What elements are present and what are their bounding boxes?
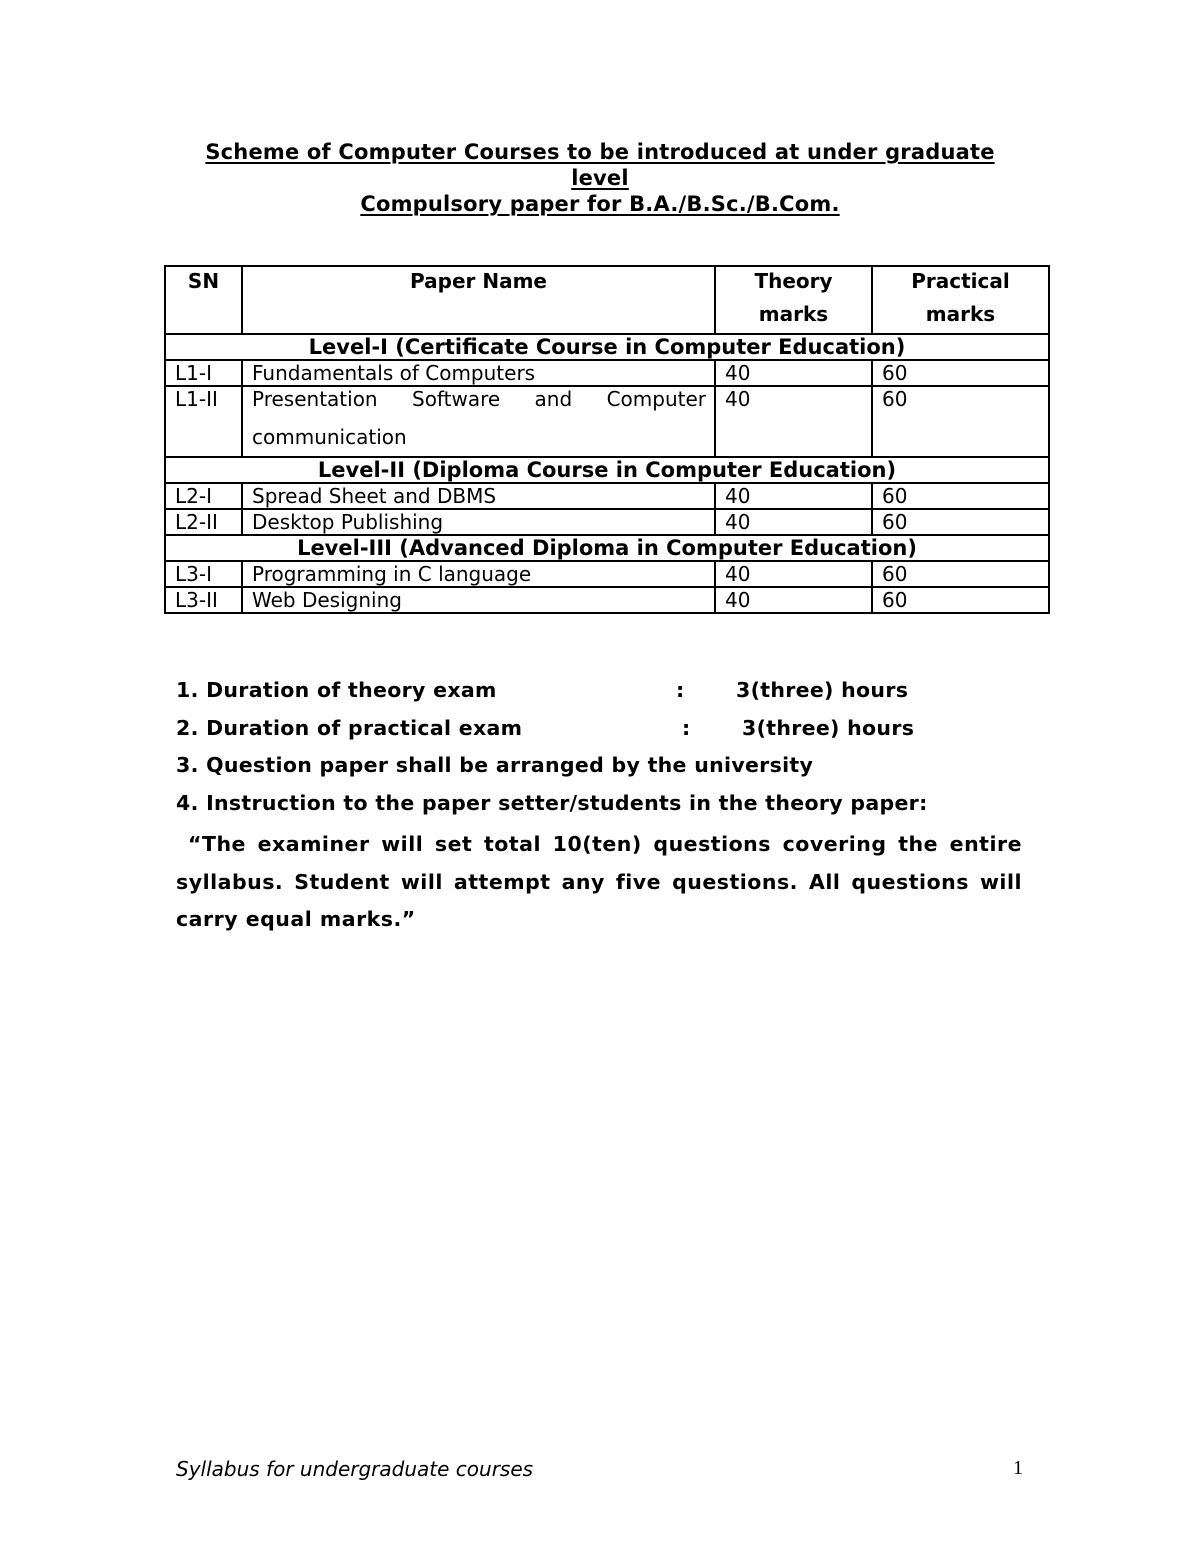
table-row [165,561,1049,587]
note-theory-duration [176,678,1024,702]
note-colon: : [682,716,691,740]
level-2-title: Level-II (Diploma Course in Computer Education) [165,457,1049,483]
level-2-heading-row [165,457,1049,483]
cell-practical: 60 [872,587,1049,613]
table-row [165,509,1049,535]
note-theory-duration-label: 1. Duration of theory exam [176,678,497,702]
cell-sn: L3-II [165,587,242,613]
cell-practical: 60 [872,483,1049,509]
cell-sn: L1-I [165,360,242,386]
note-instruction: 4. Instruction to the paper setter/students in the theory paper: [176,791,928,815]
table-row [165,483,1049,509]
cell-theory: 40 [715,587,872,613]
cell-theory: 40 [715,483,872,509]
cell-practical: 60 [872,561,1049,587]
note-colon: : [676,678,685,702]
note-theory-duration-value: 3(three) hours [736,678,909,702]
cell-sn: L2-I [165,483,242,509]
level-3-title: Level-III (Advanced Diploma in Computer Education) [165,535,1049,561]
header-paper-name: Paper Name [242,266,715,334]
cell-paper-name [242,386,715,457]
document-title-line-1: Scheme of Computer Courses to be introduced at under graduate [205,140,995,164]
cell-theory: 40 [715,360,872,386]
document-subtitle: Compulsory paper for B.A./B.Sc./B.Com. [360,192,840,216]
level-1-heading-row [165,334,1049,360]
note-practical-duration-value: 3(three) hours [742,716,915,740]
cell-practical: 60 [872,509,1049,535]
cell-paper-name: Programming in C language [242,561,715,587]
cell-practical: 60 [872,360,1049,386]
header-sn: SN [165,266,242,334]
cell-practical: 60 [872,386,1049,457]
paper-name-text: Presentation Software and Computer communication [252,387,706,449]
cell-theory: 40 [715,386,872,457]
examiner-instruction-quote: “The examiner will set total 10(ten) questions covering the entire syllabus. Student will attempt any five questions. All questions will carry equal marks.” [176,832,1022,931]
page-number: 1 [1013,1457,1023,1479]
cell-paper-name: Spread Sheet and DBMS [242,483,715,509]
header-theory-marks: Theory marks [715,266,872,334]
footer-title: Syllabus for undergraduate courses [176,1457,534,1481]
course-scheme-table [164,265,1050,614]
level-1-title: Level-I (Certificate Course in Computer Education) [165,334,1049,360]
table-row [165,587,1049,613]
cell-sn: L3-I [165,561,242,587]
note-question-paper: 3. Question paper shall be arranged by the university [176,753,814,777]
header-practical-marks: Practical marks [872,266,1049,334]
level-3-heading-row [165,535,1049,561]
cell-paper-name: Fundamentals of Computers [242,360,715,386]
cell-sn: L1-II [165,386,242,457]
document-title-line-2: level [571,166,629,190]
cell-paper-name: Web Designing [242,587,715,613]
cell-sn: L2-II [165,509,242,535]
cell-theory: 40 [715,561,872,587]
table-header-row [165,266,1049,334]
table-row [165,386,1049,457]
cell-theory: 40 [715,509,872,535]
note-practical-duration [176,716,1024,740]
note-practical-duration-label: 2. Duration of practical exam [176,716,523,740]
cell-paper-name: Desktop Publishing [242,509,715,535]
